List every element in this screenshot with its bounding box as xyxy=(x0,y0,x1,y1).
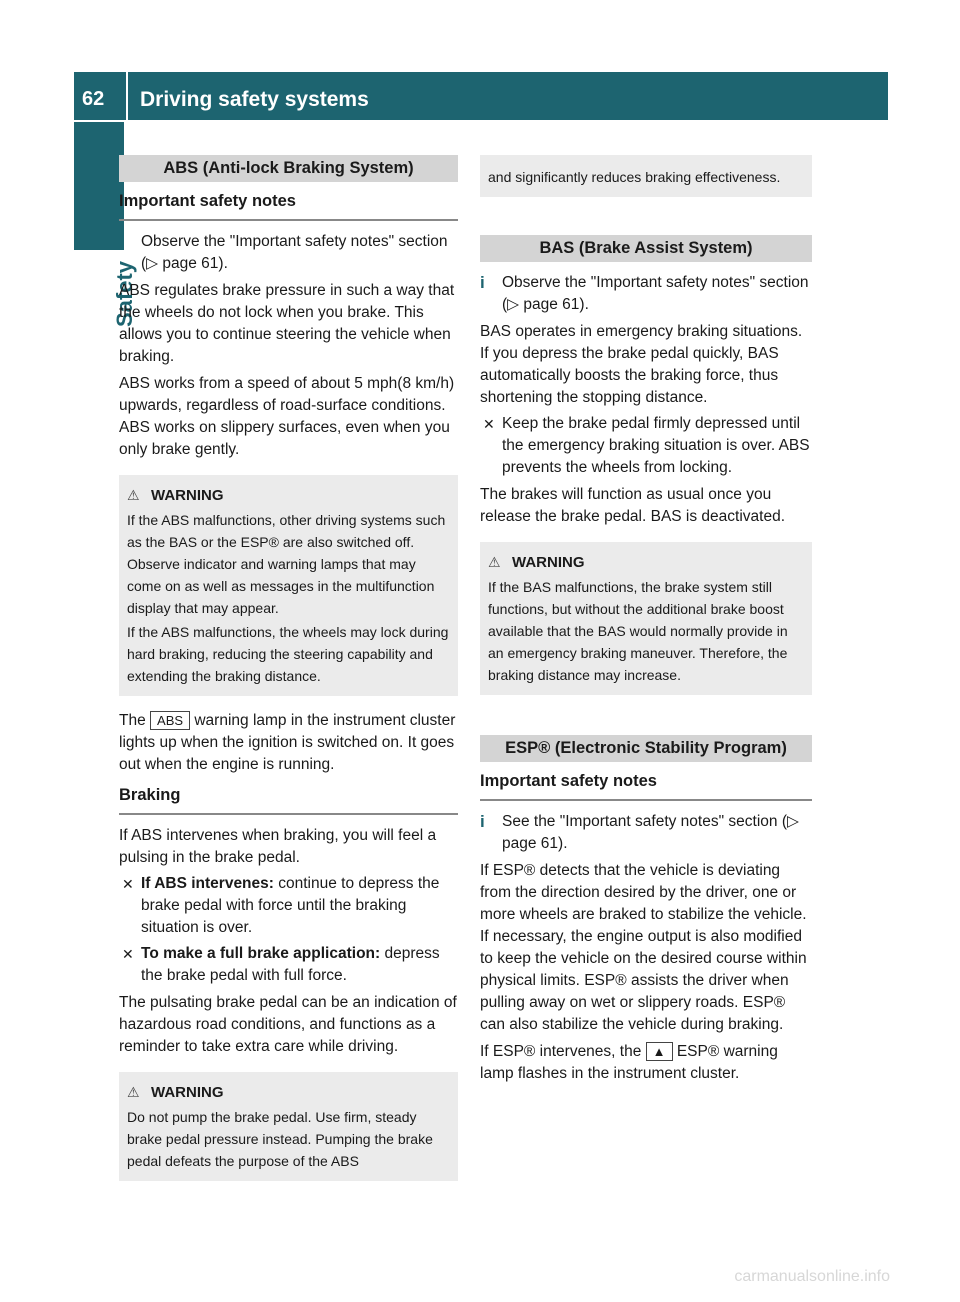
warning-text: Do not pump the brake pedal. Use firm, steady brake pedal pressure instead. Pumping the brake pedal defeats the purpose of the ABS xyxy=(127,1109,433,1169)
paragraph: If ESP® detects that the vehicle is deviating from the direction desired by the driver, one or more wheels are braked to stabilize the vehicle. If necessary, the engine output is also modified to keep the vehicle on the desired course within physical limits. ESP® assists the driver when pulling away on wet or slippery roads. ESP® can also stabilize the vehicle during braking. xyxy=(480,862,807,1033)
warning-box xyxy=(480,542,812,695)
watermark: carmanualsonline.info xyxy=(734,1268,890,1285)
braking-subheading: Braking xyxy=(119,776,458,815)
esp-subheading: Important safety notes xyxy=(480,762,812,801)
warning-box-continued xyxy=(480,155,812,197)
abs-section-title: ABS (Anti-lock Braking System) xyxy=(119,155,458,182)
paragraph: If ESP® intervenes, the ▲ ESP® warning lamp flashes in the instrument cluster. xyxy=(480,1043,778,1082)
warning-text: and significantly reduces braking effectiveness. xyxy=(488,169,781,185)
paragraph: The brakes will function as usual once you release the brake pedal. BAS is deactivated. xyxy=(480,486,786,525)
warning-text: If the ABS malfunctions, the wheels may lock during hard braking, reducing the steering capability and extending the braking distance. xyxy=(127,624,449,684)
warning-title: WARNING xyxy=(151,487,224,504)
info-note: i Observe the "Important safety notes" section (▷ page 61). xyxy=(480,273,809,313)
page-title: Driving safety systems xyxy=(140,88,369,111)
info-icon: i xyxy=(480,812,485,831)
step-x-icon: ✕ xyxy=(122,876,134,892)
side-label: Safety xyxy=(112,260,137,327)
paragraph: The pulsating brake pedal can be an indication of hazardous road conditions, and functions as a reminder to take extra care while driving. xyxy=(119,994,457,1055)
esp-lamp-icon: ▲ xyxy=(646,1042,673,1061)
header-divider xyxy=(126,72,128,120)
warning-triangle-icon: ⚠ xyxy=(488,554,501,570)
info-icon: i xyxy=(119,232,124,251)
paragraph: ABS regulates brake pressure in such a way that the wheels do not lock when you brake. This allows you to continue steering the vehicle when braking. xyxy=(119,282,455,365)
right-column xyxy=(480,155,812,1085)
paragraph: BAS operates in emergency braking situations. If you depress the brake pedal quickly, BAS automatically boosts the braking force, thus shortening the stopping distance. xyxy=(480,323,803,406)
warning-box xyxy=(119,1072,458,1181)
paragraph: The ABS warning lamp in the instrument cluster lights up when the ignition is switched on. It goes out when the engine is running. xyxy=(119,712,456,773)
abs-subheading: Important safety notes xyxy=(119,182,458,221)
info-note: i Observe the "Important safety notes" section (▷ page 61). xyxy=(119,232,448,272)
step-item: ✕ If ABS intervenes: continue to depress the brake pedal with force until the braking situation is over. xyxy=(122,875,440,936)
warning-text: If the ABS malfunctions, other driving systems such as the BAS or the ESP® are also switched off. Observe indicator and warning lamps that may come on as well as messages in the multifunction display that may appear. xyxy=(127,512,446,616)
paragraph: ABS works from a speed of about 5 mph(8 km/h) upwards, regardless of road-surface conditions. ABS works on slippery surfaces, even when you only brake gently. xyxy=(119,375,455,458)
step-x-icon: ✕ xyxy=(122,946,134,962)
warning-title: WARNING xyxy=(151,1084,224,1101)
abs-lamp-icon: ABS xyxy=(150,711,190,730)
side-tab xyxy=(74,122,124,250)
left-column xyxy=(119,155,458,1181)
info-note: i See the "Important safety notes" section (▷ page 61). xyxy=(480,812,799,852)
page-number: 62 xyxy=(82,88,105,110)
warning-box xyxy=(119,475,458,696)
esp-section-title: ESP® (Electronic Stability Program) xyxy=(480,735,812,762)
warning-triangle-icon: ⚠ xyxy=(127,487,140,503)
step-item: ✕ Keep the brake pedal firmly depressed until the emergency braking situation is over. ABS prevents the wheels from locking. xyxy=(483,415,810,476)
warning-text: If the BAS malfunctions, the brake system still functions, but without the additional brake boost available that the BAS would normally provide in an emergency braking maneuver. Therefore, the braking distance may increase. xyxy=(488,579,788,683)
warning-title: WARNING xyxy=(512,554,585,571)
warning-triangle-icon: ⚠ xyxy=(127,1084,140,1100)
paragraph: If ABS intervenes when braking, you will feel a pulsing in the brake pedal. xyxy=(119,827,437,866)
bas-section-title: BAS (Brake Assist System) xyxy=(480,235,812,262)
info-icon: i xyxy=(480,273,485,292)
step-x-icon: ✕ xyxy=(483,416,495,432)
step-item: ✕ To make a full brake application: depress the brake pedal with full force. xyxy=(122,945,440,984)
